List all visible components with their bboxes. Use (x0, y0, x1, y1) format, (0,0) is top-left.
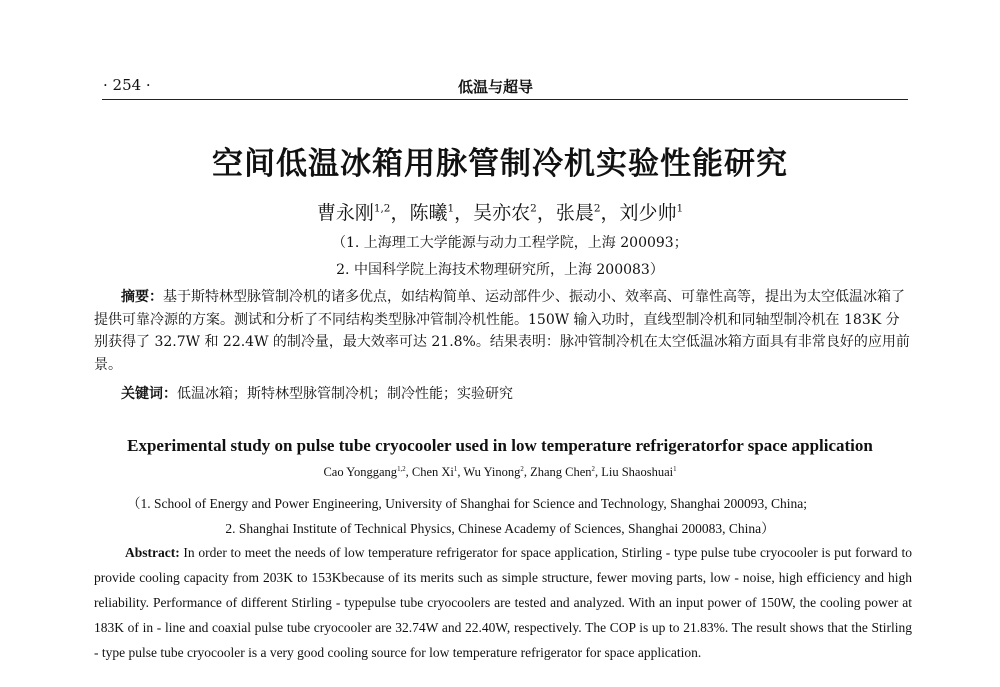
author-affiliation-mark: 1 (453, 465, 458, 473)
author-affiliation-mark: 2 (591, 465, 595, 473)
author-name: Liu Shaoshuai (601, 465, 674, 479)
author-name: 曹永刚 (316, 202, 374, 224)
author-name: Cao Yonggang (323, 465, 398, 479)
author-affiliation-mark: 1 (673, 465, 677, 473)
chinese-title: 空间低温冰箱用脉管制冷机实验性能研究 (212, 146, 788, 182)
chinese-abstract-text: 基于斯特林型脉管制冷机的诸多优点，如结构简单、运动部件少、振动小、效率高、可靠性高等，提出为太空低温冰箱了提供可靠冷源的方案。测试和分析了不同结构类型脉冲管制冷机性能。150W 输入功时，直线型制冷机和同轴型制冷机在 183K 分别获得了 32.7W 和 22.4W 的制冷量，最大效率可达 21.8%。结果表明：脉冲管制冷机在太空低温冰箱方面具有非常良好的应用前景。 (94, 289, 910, 373)
english-affiliation-1: （1. School of Energy and Power Engineering, University of Shanghai for Science and Technology, Shanghai 200093, China; (127, 496, 808, 511)
chinese-affiliation-1: （1. 上海理工大学能源与动力工程学院，上海 200093； (332, 235, 688, 251)
english-authors: Cao Yonggang$^{1,2}$, Chen Xi$^1$, Wu Yinong$^2$, Zhang Chen$^2$, Liu Shaoshuai$^1$ (323, 465, 677, 479)
chinese-keywords (121, 383, 513, 403)
chinese-authors: 曹永刚$^{1,2}$，陈曦$^1$，吴亦农$^2$，张晨$^2$，刘少帅$^1$ (316, 202, 684, 224)
author-affiliation-mark: 1 (447, 202, 455, 215)
author-affiliation-mark: 1,2 (397, 465, 406, 473)
author-name: 陈曦 (409, 202, 448, 224)
chinese-affiliation-2: 2. 中国科学院上海技术物理研究所，上海 200083） (336, 262, 664, 278)
author-affiliation-mark: 2 (520, 465, 524, 473)
english-affiliation-2: 2. Shanghai Institute of Technical Physics, Chinese Academy of Sciences, Shanghai 200083, China） (225, 521, 775, 536)
english-abstract-text: In order to meet the needs of low temperature refrigerator for space application, Stirling - type pulse tube cryocooler is put forward to provide cooling capacity from 203K to 153Kbecause of its merits such as simple structure, fewer moving parts, low - noise, high efficiency and high reliability. Performance of different Stirling - typepulse tube cryocoolers are tested and analyzed. With an input power of 150W, the cooling power at 183K of in - line and coaxial pulse tube cryocooler are 32.74W and 22.40W, respectively. The COP is up to 21.83%. The result shows that the Stirling - type pulse tube cryocooler is a very good cooling source for low temperature refrigerator for space application. (94, 545, 912, 660)
chinese-abstract-label: 摘要： (121, 289, 163, 305)
chinese-keywords-text: 低温冰箱；斯特林型脉管制冷机；制冷性能；实验研究 (177, 386, 513, 402)
author-name: 吴亦农 (473, 202, 531, 224)
author-affiliation-mark: 1,2 (373, 202, 391, 215)
english-title: Experimental study on pulse tube cryocooler used in low temperature refrigeratorfor space application (127, 436, 873, 455)
author-affiliation-mark: 1 (676, 202, 684, 215)
author-name: 刘少帅 (619, 202, 677, 224)
author-affiliation-mark: 2 (530, 202, 537, 215)
author-affiliation-mark: 2 (593, 202, 601, 215)
english-abstract-label: Abstract: (125, 545, 180, 560)
author-name: Chen Xi (411, 465, 454, 479)
author-name: 张晨 (555, 202, 594, 224)
chinese-abstract (94, 286, 911, 376)
author-name: Zhang Chen (530, 465, 592, 479)
english-abstract (94, 540, 912, 665)
page-number: · 254 · (103, 76, 151, 94)
journal-name: 低温与超导 (458, 78, 534, 96)
chinese-keywords-label: 关键词： (121, 386, 177, 402)
header-rule (102, 99, 908, 100)
author-name: Wu Yinong (463, 465, 521, 479)
